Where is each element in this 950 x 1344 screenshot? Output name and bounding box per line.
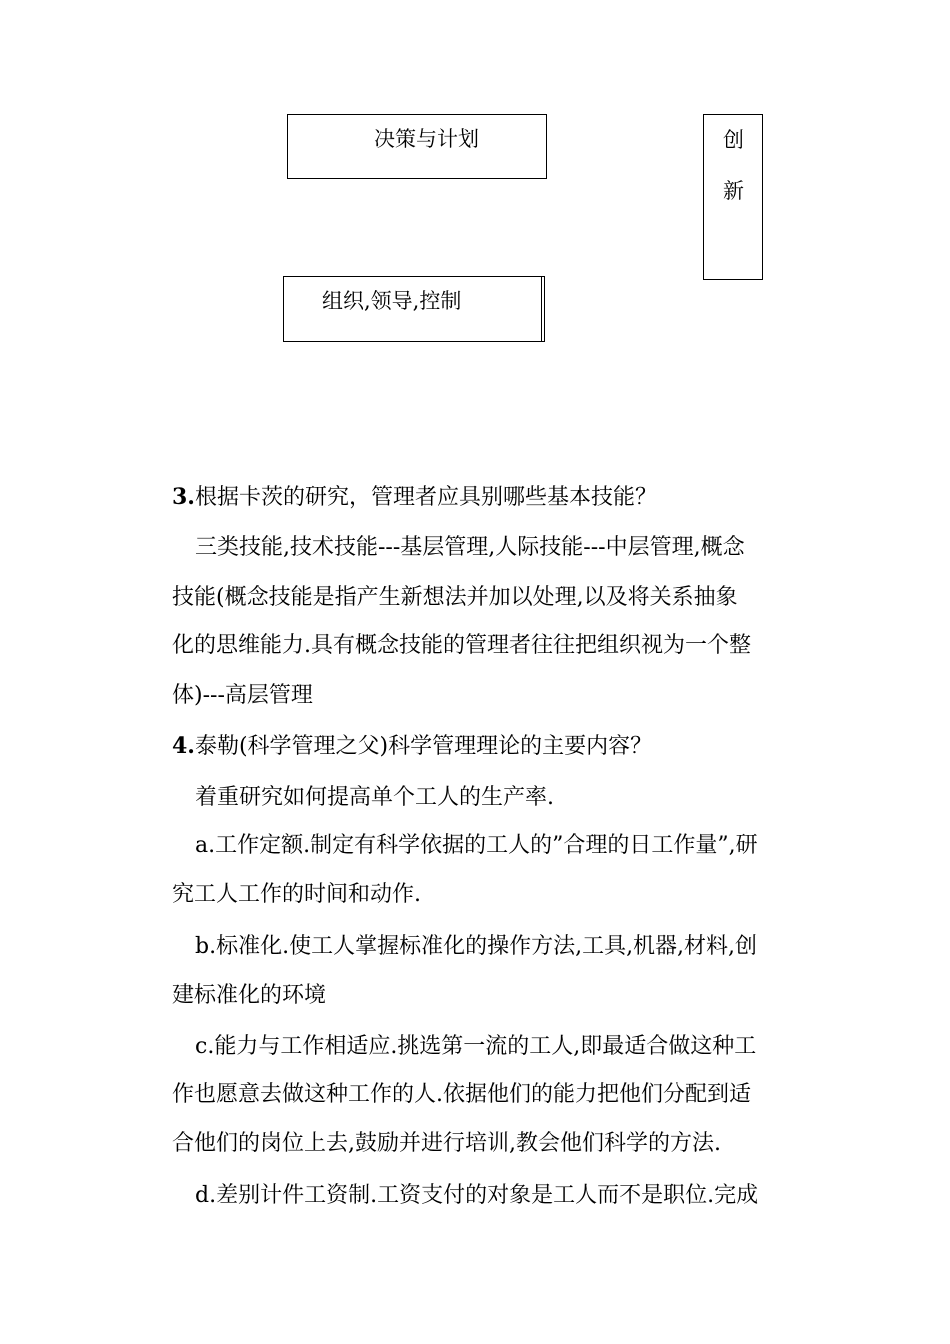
q3-answer-line: 技能(概念技能是指产生新想法并加以处理,以及将关系抽象 — [172, 585, 738, 610]
decision-planning-label: 决策与计划 — [374, 127, 479, 151]
q4-item-d-line: d.差别计件工资制.工资支付的对象是工人而不是职位.完成 — [195, 1183, 759, 1208]
q4-item-c-line: 作也愿意去做这种工作的人.依据他们的能力把他们分配到适 — [172, 1082, 751, 1107]
q4-item-c-line: 合他们的岗位上去,鼓励并进行培训,教会他们科学的方法. — [172, 1131, 721, 1156]
q3-answer-line: 三类技能,技术技能---基层管理,人际技能---中层管理,概念 — [195, 535, 745, 560]
decision-planning-box — [287, 114, 547, 179]
q4-number: 4. — [172, 733, 195, 759]
q4-item-b-line: 建标准化的环境 — [172, 983, 327, 1008]
q4-title: 泰勒(科学管理之父)科学管理理论的主要内容？ — [194, 734, 653, 759]
q3-title: 根据卡茨的研究，管理者应具别哪些基本技能？ — [194, 485, 657, 510]
innovation-char-2: 新 — [723, 179, 744, 203]
q4-heading — [172, 731, 812, 762]
q4-intro: 着重研究如何提高单个工人的生产率. — [195, 785, 554, 810]
innovation-box — [703, 114, 763, 280]
q4-item-c-line: c.能力与工作相适应.挑选第一流的工人,即最适合做这种工 — [195, 1034, 757, 1059]
organize-lead-control-box — [283, 276, 545, 342]
q3-answer-line: 体)---高层管理 — [172, 683, 313, 708]
innovation-char-1: 创 — [723, 128, 744, 152]
q3-heading — [172, 482, 812, 513]
q4-item-a-line: a.工作定额.制定有科学依据的工人的”合理的日工作量”,研 — [195, 833, 758, 858]
organize-lead-control-label: 组织,领导,控制 — [322, 289, 462, 313]
q4-item-b-line: b.标准化.使工人掌握标准化的操作方法,工具,机器,材料,创 — [195, 934, 758, 959]
q4-item-a-line: 究工人工作的时间和动作. — [172, 882, 421, 907]
q3-number: 3. — [172, 484, 195, 510]
q3-answer-line: 化的思维能力.具有概念技能的管理者往往把组织视为一个整 — [172, 633, 751, 658]
